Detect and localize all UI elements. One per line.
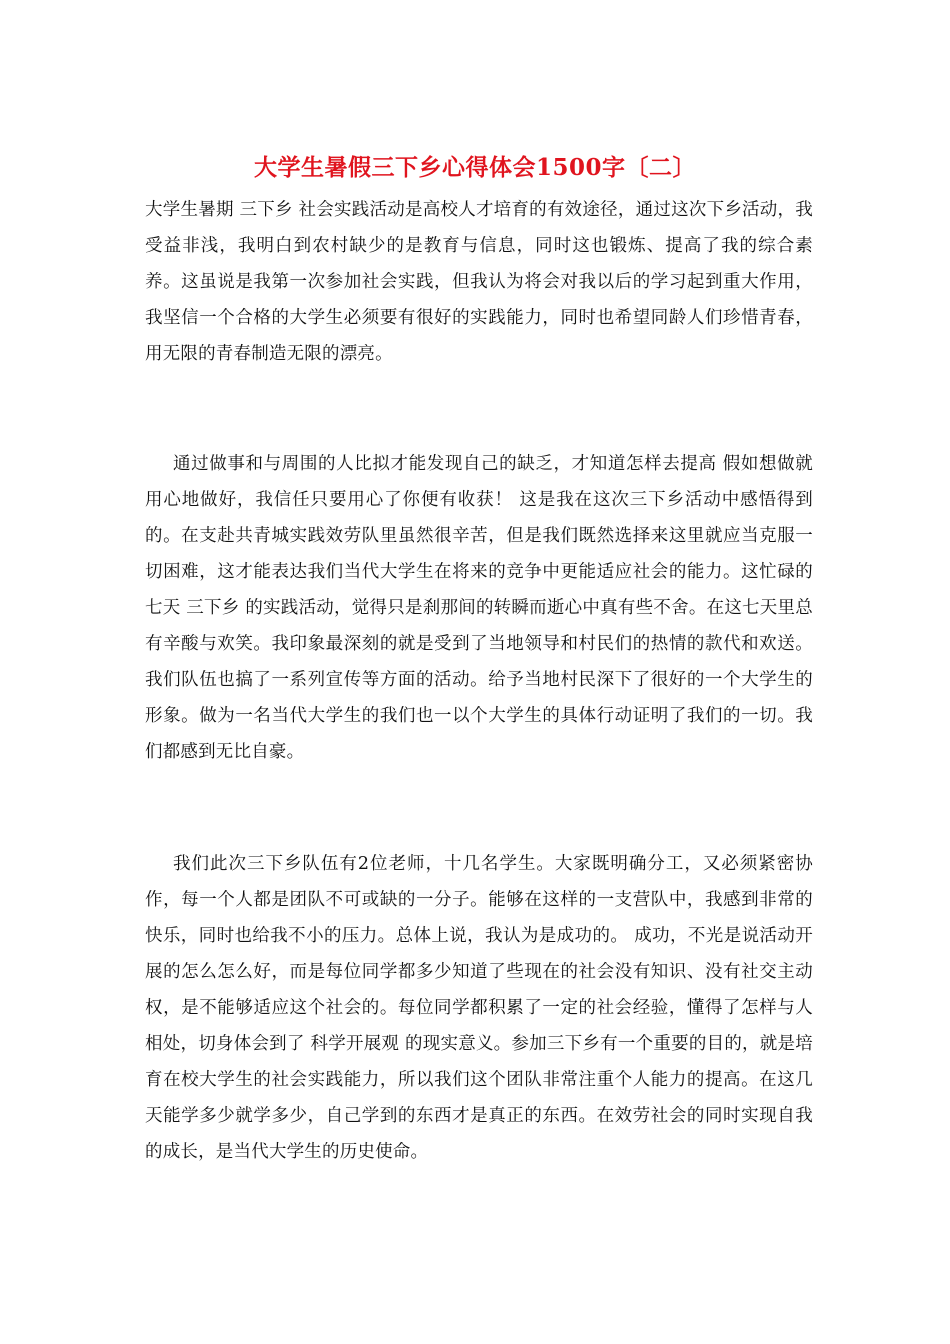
paragraph-3: 我们此次三下乡队伍有2位老师，十几名学生。大家既明确分工，又必须紧密协作，每一个人都是团队不可或缺的一分子。能够在这样的一支营队中，我感到非常的快乐，同时也给我不小的压力。总体上说，我认为是成功的。 成功，不光是说活动开展的怎么怎么好，而是每位同学都多少知道了些现在的社会没有知识、没有社交主动权，是不能够适应这个社会的。每位同学都积累了一定的社会经验，懂得了怎样与人相处，切身体会到了 科学开展观 的现实意义。参加三下乡有一个重要的目的，就是培育在校大学生的社会实践能力，所以我们这个团队非常注重个人能力的提高。在这几天能学多少就学多少，自己学到的东西才是真正的东西。在效劳社会的同时实现自我的成长，是当代大学生的历史使命。 xyxy=(145,854,813,1162)
paragraph-2: 通过做事和与周围的人比拟才能发现自己的缺乏，才知道怎样去提高 假如想做就用心地做好，我信任只要用心了你便有收获！ 这是我在这次三下乡活动中感悟得到的。在支赴共青城实践效劳队里虽然很辛苦，但是我们既然选择来这里就应当克服一切困难，这才能表达我们当代大学生在将来的竞争中更能适应社会的能力。这忙碌的七天 三下乡 的实践活动，觉得只是刹那间的转瞬而逝心中真有些不舍。在这七天里总有辛酸与欢笑。我印象最深刻的就是受到了当地领导和村民们的热情的款代和欢送。我们队伍也搞了一系列宣传等方面的活动。给予当地村民深下了很好的一个大学生的形象。做为一名当代大学生的我们也一以个大学生的具体行动证明了我们的一切。我们都感到无比自豪。 xyxy=(145,454,813,762)
document-title: 大学生暑假三下乡心得体会1500字〔二〕 xyxy=(253,154,696,181)
paragraph-1: 大学生暑期 三下乡 社会实践活动是高校人才培育的有效途径，通过这次下乡活动，我受益非浅，我明白到农村缺少的是教育与信息，同时这也锻炼、提高了我的综合素养。这虽说是我第一次参加社会实践，但我认为将会对我以后的学习起到重大作用，我坚信一个合格的大学生必须要有很好的实践能力，同时也希望同龄人们珍惜青春，用无限的青春制造无限的漂亮。 xyxy=(145,200,813,364)
